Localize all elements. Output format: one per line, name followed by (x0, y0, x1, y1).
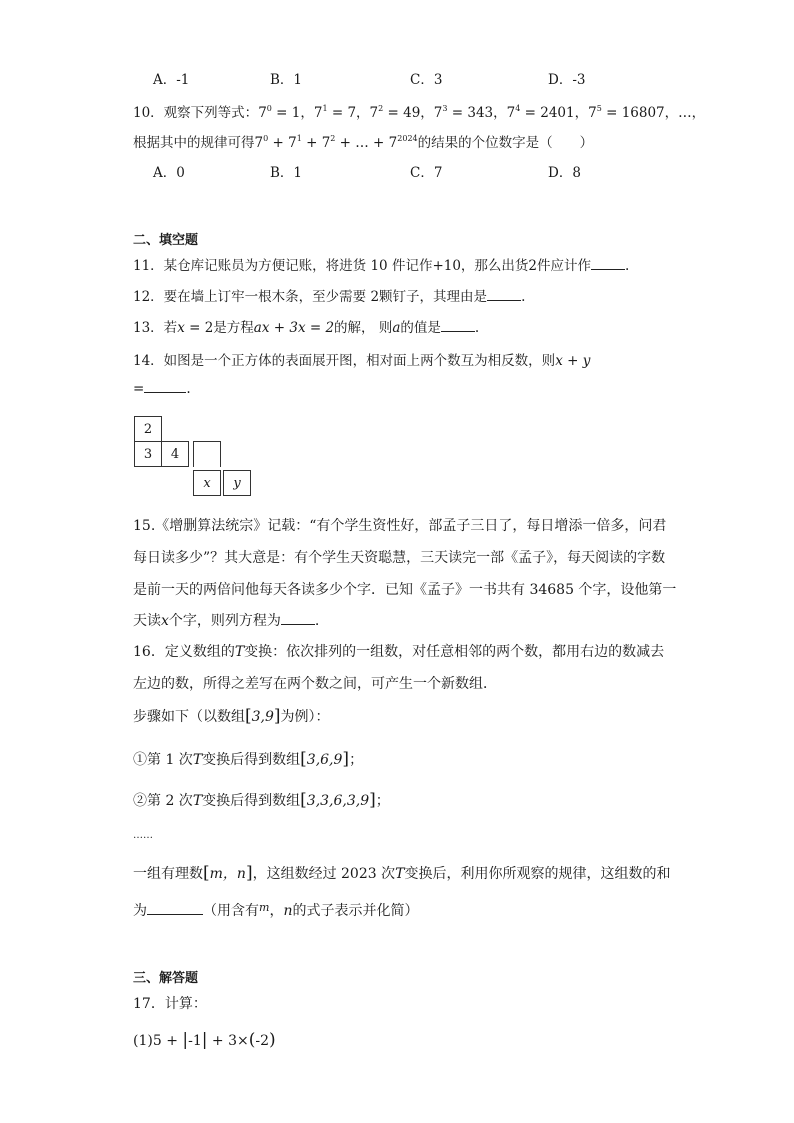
q15-line2: 每日读多少”？其大意是：有个学生天资聪慧，三天读完一部《孟子》，每天阅读的字数 (133, 550, 666, 566)
q15-line4: 天读x个字，则列方程为 . (133, 613, 320, 629)
q16-line5: 一组有理数[m，n]，这组数经过 2023 次T变换后，利用你所观察的规律，这组数的和 (133, 863, 671, 883)
q14-line1: 14．如图是一个正方体的表面展开图，相对面上两个数互为相反数，则x + y (133, 353, 591, 369)
q16-step-intro: 步骤如下（以数组[3,9]为例）： (133, 706, 330, 726)
net-cell: 2 (134, 416, 162, 442)
answer-blank (147, 902, 203, 915)
q16-ellipsis: …… (133, 830, 153, 841)
answer-blank (591, 257, 625, 270)
answer-blank (144, 380, 186, 393)
section-fill-in-heading: 二、填空题 (133, 233, 199, 248)
q17-part1: (1)5 + |-1| + 3×(-2) (133, 1030, 276, 1050)
q10-option-a: A．0 (153, 165, 185, 181)
q16-step2: ②第 2 次T变换后得到数组[3,3,6,3,9]； (133, 790, 390, 810)
q9-option-b: B．1 (270, 72, 303, 88)
q14-line2: = . (133, 381, 191, 397)
net-cell: x (193, 470, 221, 496)
q10-line2: 根据其中的规律可得$7^0 + 7^1 + 7^2$ + … + $7^{2024}$的结果的个位数字是（ ） (133, 134, 594, 151)
net-cell: y (223, 470, 251, 496)
q15-line1: 15.《增删算法统宗》记载：“有个学生资性好，部孟子三日了，每日增添一倍多，问君 (133, 518, 667, 534)
q10-option-d: D．8 (548, 165, 581, 181)
q16-line1: 16．定义数组的T变换：依次排列的一组数，对任意相邻的两个数，都用右边的数减去 (133, 644, 665, 660)
q16-step1: ①第 1 次T变换后得到数组[3,6,9]； (133, 749, 364, 769)
q15-line3: 是前一天的两倍问他每天各读多少个字．已知《孟子》一书共有 34685 个字，设他第一 (133, 582, 677, 598)
q9-option-a: A．-1 (153, 72, 190, 88)
q9-option-c: C．3 (410, 72, 443, 88)
q11: 11．某仓库记账员为方便记账，将进货 10 件记作+10，那么出货2件应计作 . (133, 258, 630, 274)
q13: 13．若x = 2是方程ax + 3x = 2的解， 则a的值是 . (133, 320, 480, 336)
answer-blank (441, 319, 475, 332)
answer-blank (487, 288, 521, 301)
q12: 12．要在墙上订牢一根木条，至少需要 2颗钉子，其理由是 . (133, 289, 526, 305)
answer-blank (281, 612, 315, 625)
q10-option-c: C．7 (410, 165, 443, 181)
net-cell: 4 (161, 441, 189, 467)
q16-line2: 左边的数，所得之差写在两个数之间，可产生一个新数组． (133, 676, 497, 692)
q9-option-d: D．-3 (548, 72, 586, 88)
net-cell-empty (193, 441, 221, 467)
section-solve-heading: 三、解答题 (133, 971, 199, 986)
net-cell: 3 (134, 441, 162, 467)
q17-title: 17．计算： (133, 996, 207, 1012)
q16-line6: 为 （用含有$^m$，n的式子表示并化简） (133, 901, 419, 919)
q10-line1: 10．观察下列等式：$7^0 = 1$，$7^1 = 7$，$7^2 = 49$，$7^3 = 343$，$7^4 = 2401$，$7^5 = 16807$，…， (133, 104, 706, 121)
q10-option-b: B．1 (270, 165, 303, 181)
